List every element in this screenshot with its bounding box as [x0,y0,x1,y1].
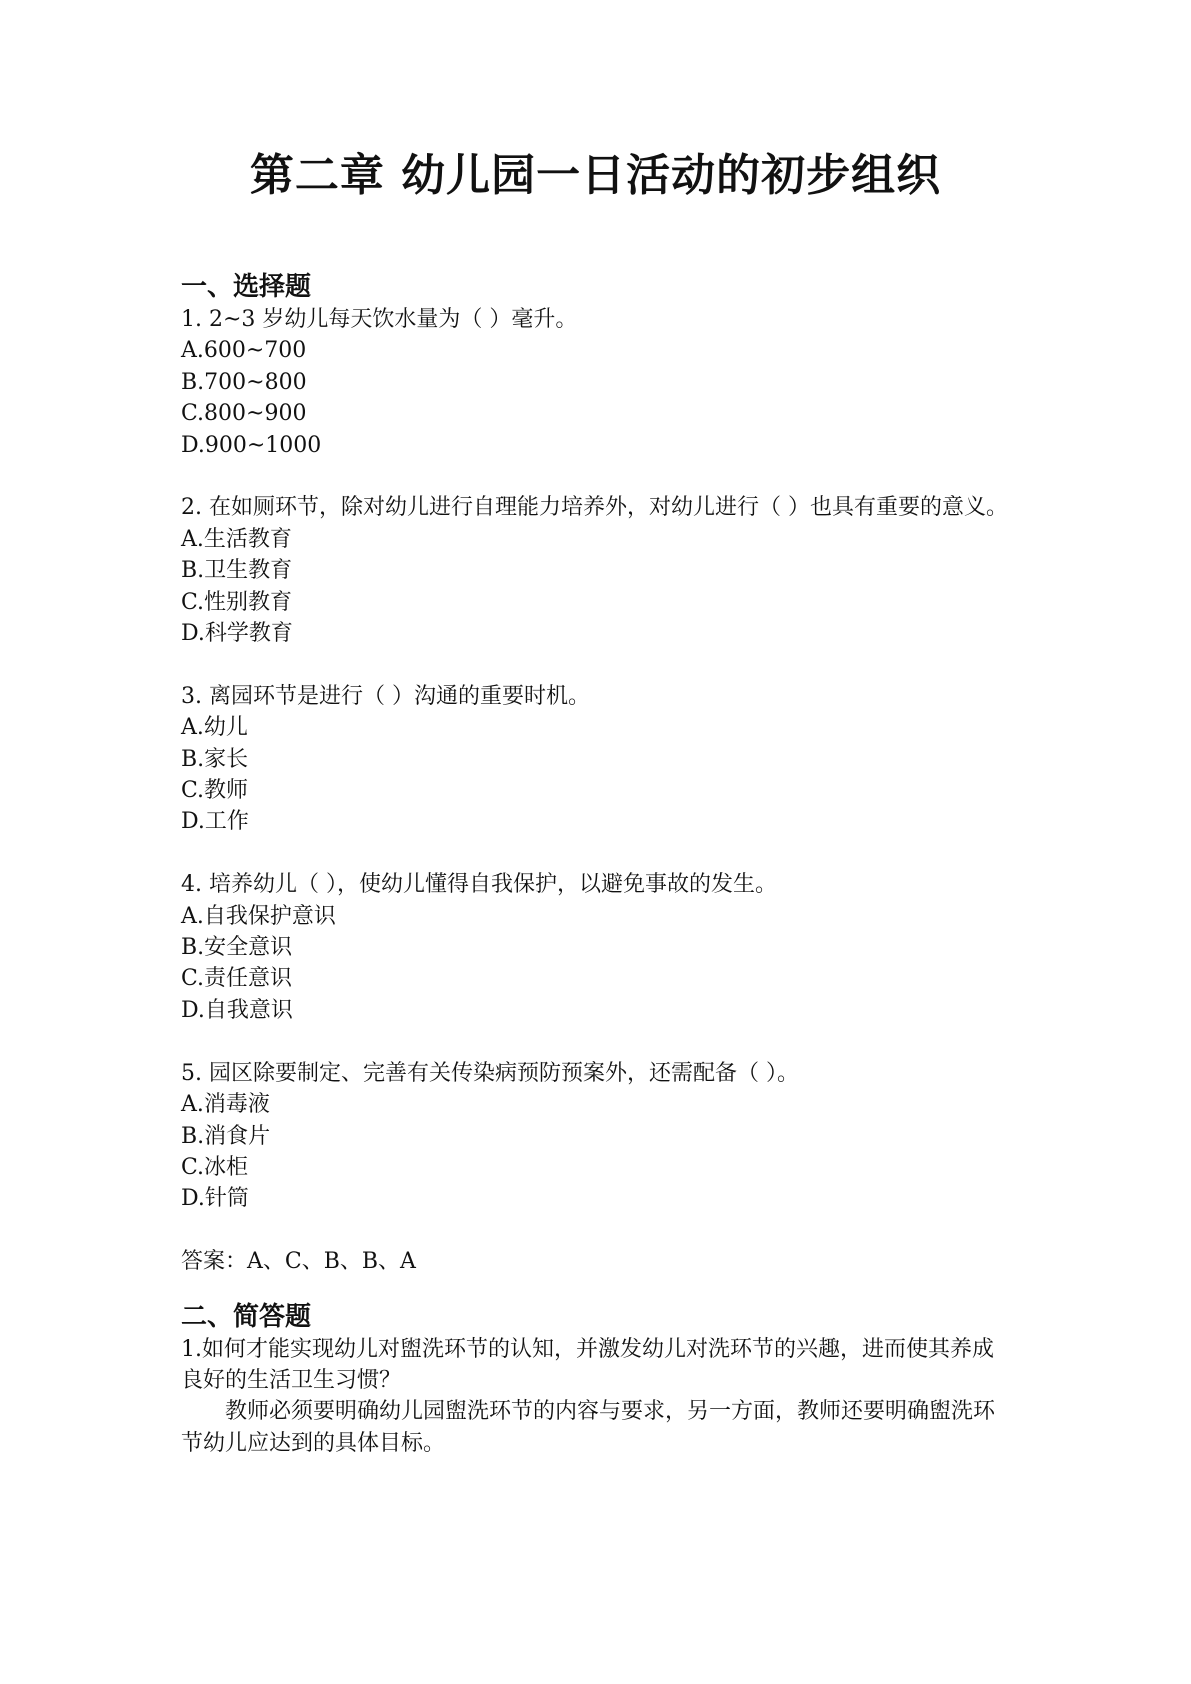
question-2 [181,492,1011,649]
question-stem: 5. 园区除要制定、完善有关传染病预防预案外，还需配备（ ）。 [181,1060,799,1086]
option-a: A.幼儿 [181,715,248,741]
option-b: B.卫生教育 [181,558,293,584]
option-a: A.消毒液 [181,1092,270,1118]
option-b: B.700~800 [181,369,307,395]
section-heading-multiple-choice: 一、选择题 [181,272,312,302]
question-stem: 4. 培养幼儿（ ），使幼儿懂得自我保护，以避免事故的发生。 [181,872,777,898]
question-stem: 1. 2~3 岁幼儿每天饮水量为（ ）毫升。 [181,307,578,332]
short-answer-response: 教师必须要明确幼儿园盥洗环节的内容与要求，另一方面，教师还要明确盥洗环节幼儿应达到的具体目标。 [181,1399,996,1456]
option-b: B.消食片 [181,1123,271,1149]
question-3 [181,681,1011,838]
answer-key: 答案：A、C、B、B、A [181,1249,416,1275]
question-4 [181,869,1011,1026]
short-answer-question: 1.如何才能实现幼儿对盥洗环节的认知，并激发幼儿对洗环节的兴趣，进而使其养成良好的生活卫生习惯？ [181,1336,994,1393]
question-5 [181,1058,1011,1215]
question-stem: 2. 在如厕环节，除对幼儿进行自理能力培养外，对幼儿进行（ ）也具有重要的意义。 [181,495,1008,521]
option-b: B.家长 [181,746,249,772]
option-d: D.900~1000 [181,432,322,458]
option-d: D.科学教育 [181,621,293,647]
section-heading-short-answer: 二、简答题 [181,1301,312,1332]
option-c: C.800~900 [181,401,307,427]
question-stem: 3. 离园环节是进行（ ）沟通的重要时机。 [181,683,590,709]
option-c: C.教师 [181,778,249,804]
document-body [181,270,1011,1459]
option-d: D.针筒 [181,1186,249,1212]
option-c: C.冰柜 [181,1154,249,1180]
option-d: D.自我意识 [181,997,293,1023]
option-a: A.600~700 [181,338,307,364]
page-title: 第二章 幼儿园一日活动的初步组织 [249,150,942,201]
option-a: A.生活教育 [181,526,292,552]
option-a: A.自我保护意识 [181,903,336,929]
option-d: D.工作 [181,809,249,835]
option-b: B.安全意识 [181,935,293,961]
option-c: C.性别教育 [181,589,293,615]
option-c: C.责任意识 [181,966,293,992]
question-1 [181,304,1011,461]
